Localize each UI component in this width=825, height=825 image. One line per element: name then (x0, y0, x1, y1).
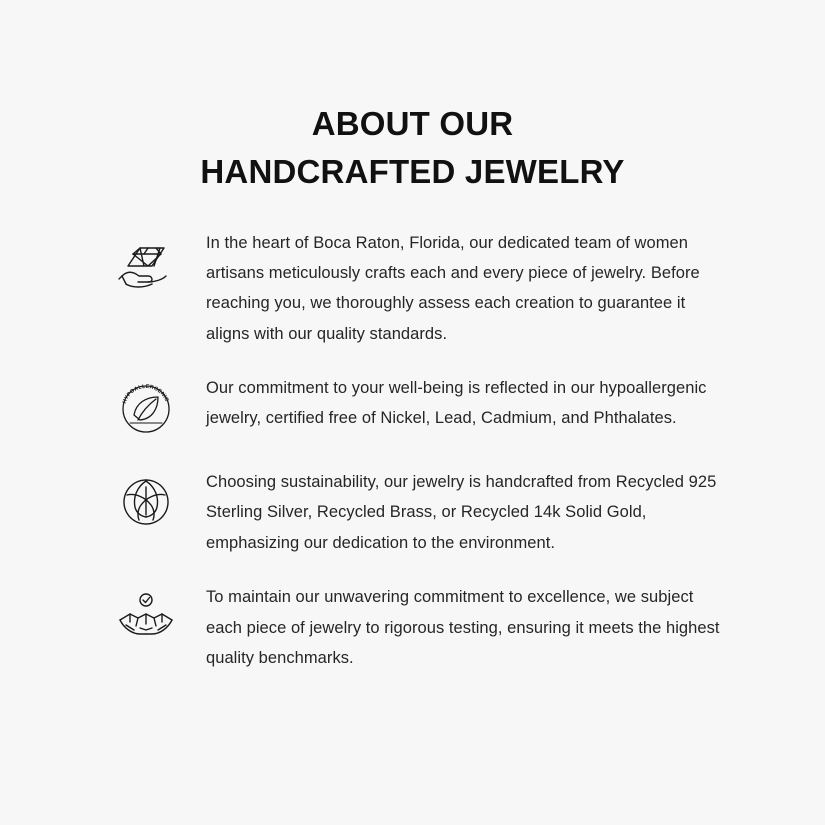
handshake-check-icon (110, 580, 182, 652)
list-item-label: In the heart of Boca Raton, Florida, our dedicated team of women artisans meticulously crafts each and every piece of jewelry. Before reaching you, we thoroughly assess each creation to guarantee it aligns with our quality standards. (206, 233, 700, 343)
hypoallergenic-leaf-badge-icon (110, 371, 182, 443)
list-item (110, 228, 725, 349)
page-title-line-1: ABOUT OUR (311, 105, 514, 142)
list-item-label: Choosing sustainability, our jewelry is handcrafted from Recycled 925 Sterling Silver, Recycled Brass, or Recycled 14k Solid Gold, emphasizing our dedication to the environment. (206, 473, 717, 552)
list-item (110, 580, 725, 673)
list-item-label: Our commitment to your well-being is reflected in our hypoallergenic jewelry, certified free of Nickel, Lead, Cadmium, and Phthalates. (206, 379, 707, 428)
page-title (0, 0, 825, 196)
feature-list (0, 228, 825, 674)
hypoallergenic-text: HYPOALLERGENIC (121, 384, 170, 405)
list-item (110, 371, 725, 443)
list-item-label: To maintain our unwavering commitment to excellence, we subject each piece of jewelry to rigorous testing, ensuring it meets the highest quality benchmarks. (206, 588, 720, 667)
svg-text:HYPOALLERGENIC (122, 384, 170, 405)
list-item (110, 465, 725, 558)
diamond-in-hand-icon (110, 228, 182, 300)
page-title-line-2: HANDCRAFTED JEWELRY (200, 152, 625, 190)
recycled-leaves-icon (110, 465, 182, 537)
